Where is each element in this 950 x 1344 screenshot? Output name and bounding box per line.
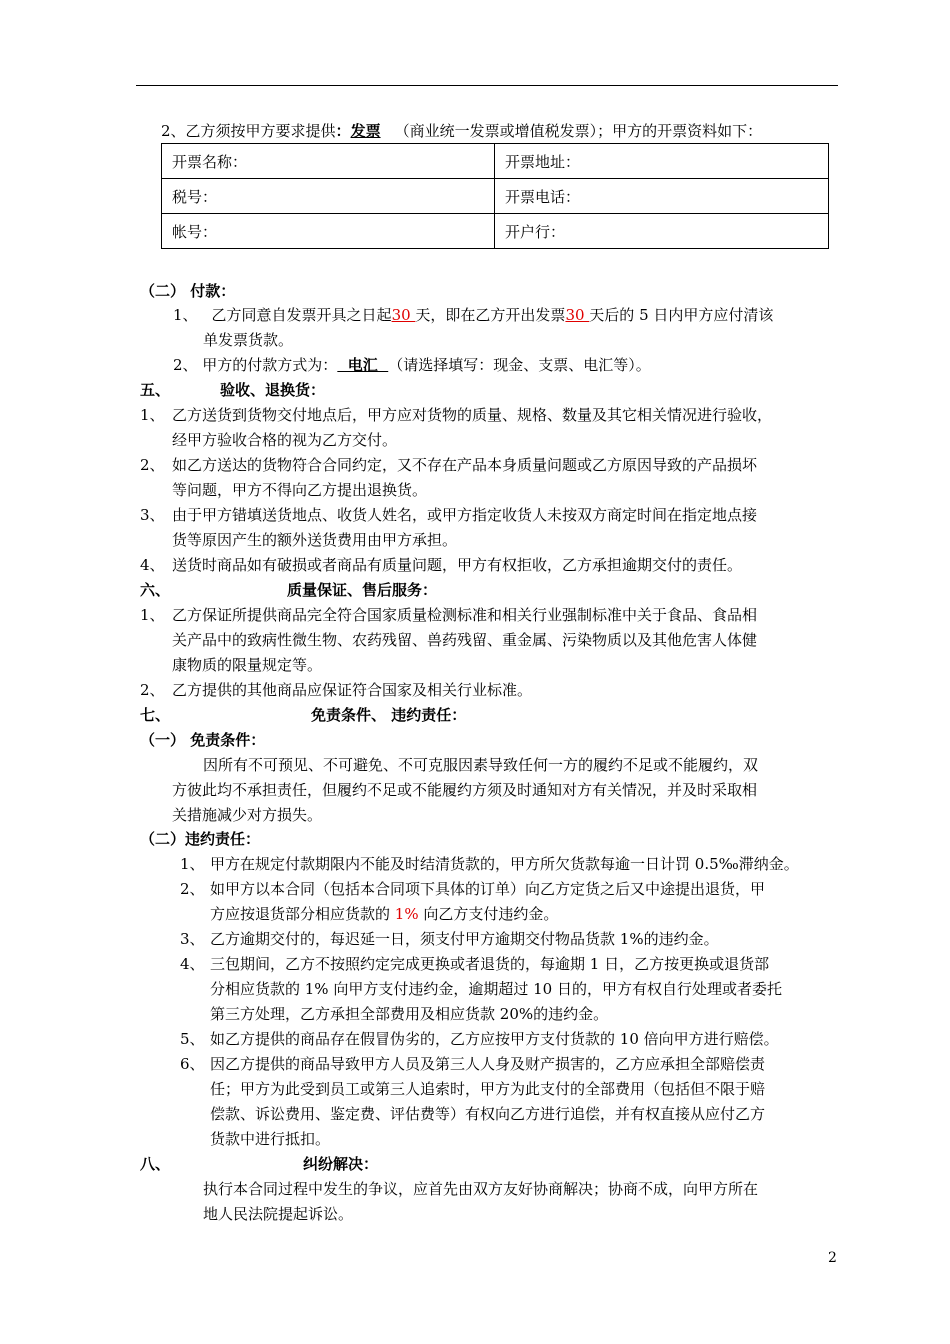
table-cell: 开户行：	[495, 214, 829, 249]
payment-method: 电汇	[337, 356, 389, 374]
item-number: 1、	[173, 306, 198, 324]
table-cell: 税号：	[162, 179, 495, 214]
payment-text: （请选择填写：现金、支票、电汇等）。	[388, 356, 651, 374]
table-row	[162, 144, 829, 179]
section-5-item-3-line-1: 由于甲方错填送货地点、收货人姓名，或甲方指定收货人未按双方商定时间在指定地点接	[172, 506, 758, 524]
liability-item-6-line-1: 因乙方提供的商品导致甲方人员及第三人人身及财产损害的，乙方应承担全部赔偿责	[210, 1055, 766, 1073]
liability-item-2-line-2	[210, 904, 558, 924]
section-7-sub-1-line-3: 关措施减少对方损失。	[172, 806, 323, 824]
section-6-title: 质量保证、售后服务：	[287, 581, 438, 599]
section-7-sub-1-line-2: 方彼此均不承担责任，但履约不足或不能履约方须及时通知对方有关情况，并及时采取相	[172, 781, 758, 799]
section-5-item-1-line-1: 乙方送货到货物交付地点后，甲方应对货物的质量、规格、数量及其它相关情况进行验收，	[172, 406, 773, 424]
payment-heading: （二） 付款：	[140, 282, 236, 300]
section-5-item-4-number: 4、	[140, 556, 165, 574]
section-8-line-2: 地人民法院提起诉讼。	[203, 1205, 354, 1223]
section-6-item-1-line-1: 乙方保证所提供商品完全符合国家质量检测标准和相关行业强制标准中关于食品、食品相	[172, 606, 758, 624]
invoice-intro	[161, 121, 762, 141]
section-5-item-2-line-2: 等问题，甲方不得向乙方提出退换货。	[172, 481, 428, 499]
section-5-item-1-line-2: 经甲方验收合格的视为乙方交付。	[172, 431, 398, 449]
payment-text: 2、 甲方的付款方式为：	[173, 356, 338, 374]
payment-days-2: 30	[565, 306, 590, 324]
section-5-item-1-number: 1、	[140, 406, 165, 424]
liability-item-4-line-2: 分相应货款的 1% 向甲方支付违约金，逾期超过 10 日的，甲方有权自行处理或者委托	[210, 980, 782, 998]
payment-item-2	[173, 355, 651, 375]
liability-item-6-line-3: 偿款、诉讼费用、鉴定费、评估费等）有权向乙方进行追偿，并有权直接从应付乙方	[210, 1105, 766, 1123]
table-row	[162, 179, 829, 214]
table-cell: 开票电话：	[495, 179, 829, 214]
payment-text: 乙方同意自发票开具之日起	[211, 306, 392, 324]
liability-text: 向乙方支付违约金。	[418, 905, 559, 923]
liability-item-4-number: 4、	[180, 955, 205, 973]
payment-days-1: 30	[391, 306, 416, 324]
section-5-item-4-line-1: 送货时商品如有破损或者商品有质量问题，甲方有权拒收，乙方承担逾期交付的责任。	[172, 556, 743, 574]
section-6-item-1-line-2: 关产品中的致病性微生物、农药残留、兽药残留、重金属、污染物质以及其他危害人体健	[172, 631, 758, 649]
table-cell: 帐号：	[162, 214, 495, 249]
payment-text: 天后的 5 日内甲方应付清该	[589, 306, 774, 324]
page-number: 2	[828, 1250, 837, 1266]
invoice-intro-suffix: （商业统一发票或增值税发票）；甲方的开票资料如下：	[394, 122, 763, 140]
invoice-intro-colon: ：	[335, 122, 351, 140]
section-7-title: 免责条件、 违约责任：	[311, 706, 467, 724]
liability-item-5-line-1: 如乙方提供的商品存在假冒伪劣的，乙方应按甲方支付货款的 10 倍向甲方进行赔偿。	[210, 1030, 779, 1048]
payment-item-1-line-2: 单发票货款。	[203, 331, 294, 349]
section-6-number: 六、	[140, 581, 171, 599]
section-7-number: 七、	[140, 706, 171, 724]
section-8-line-1: 执行本合同过程中发生的争议，应首先由双方友好协商解决；协商不成，向甲方所在	[203, 1180, 759, 1198]
section-7-sub-2-heading: （二）违约责任：	[140, 830, 261, 848]
table-row	[162, 214, 829, 249]
section-6-item-2-number: 2、	[140, 681, 165, 699]
section-6-item-1-line-3: 康物质的限量规定等。	[172, 656, 323, 674]
invoice-info-table	[161, 143, 829, 249]
liability-item-3-line-1: 乙方逾期交付的，每迟延一日，须支付甲方逾期交付物品货款 1%的违约金。	[210, 930, 719, 948]
section-5-item-3-number: 3、	[140, 506, 165, 524]
liability-item-6-line-4: 货款中进行抵扣。	[210, 1130, 331, 1148]
table-cell: 开票名称：	[162, 144, 495, 179]
section-5-item-2-number: 2、	[140, 456, 165, 474]
section-7-sub-1-heading: （一） 免责条件：	[140, 731, 266, 749]
payment-item-1	[173, 305, 773, 325]
section-7-sub-1-line-1: 因所有不可预见、不可避免、不可克服因素导致任何一方的履约不足或不能履约，双	[203, 756, 759, 774]
liability-item-2-number: 2、	[180, 880, 205, 898]
liability-item-6-line-2: 任；甲方为此受到员工或第三人追索时，甲方为此支付的全部费用（包括但不限于赔	[210, 1080, 766, 1098]
liability-item-3-number: 3、	[180, 930, 205, 948]
section-6-item-1-number: 1、	[140, 606, 165, 624]
liability-item-5-number: 5、	[180, 1030, 205, 1048]
liability-item-6-number: 6、	[180, 1055, 205, 1073]
section-5-number: 五、	[140, 381, 171, 399]
section-5-item-3-line-2: 货等原因产生的额外送货费用由甲方承担。	[172, 531, 458, 549]
section-8-title: 纠纷解决：	[303, 1155, 379, 1173]
section-6-item-2-line-1: 乙方提供的其他商品应保证符合国家及相关行业标准。	[172, 681, 533, 699]
payment-text: 天，即在乙方开出发票	[415, 306, 566, 324]
liability-item-1-line-1: 甲方在规定付款期限内不能及时结清货款的，甲方所欠货款每逾一日计罚 0.5‰滞纳金。	[210, 855, 799, 873]
invoice-type: 发票	[350, 122, 381, 140]
penalty-rate: 1%	[394, 905, 419, 923]
section-8-number: 八、	[140, 1155, 171, 1173]
liability-item-2-line-1: 如甲方以本合同（包括本合同项下具体的订单）向乙方定货之后又中途提出退货，甲	[210, 880, 766, 898]
table-cell: 开票地址：	[495, 144, 829, 179]
section-5-item-2-line-1: 如乙方送达的货物符合合同约定，又不存在产品本身质量问题或乙方原因导致的产品损坏	[172, 456, 758, 474]
header-rule	[136, 85, 838, 86]
liability-item-4-line-3: 第三方处理，乙方承担全部费用及相应货款 20%的违约金。	[210, 1005, 609, 1023]
liability-item-1-number: 1、	[180, 855, 205, 873]
section-5-title: 验收、退换货：	[220, 381, 326, 399]
liability-text: 方应按退货部分相应货款的	[210, 905, 395, 923]
invoice-intro-prefix: 2、乙方须按甲方要求提供	[161, 122, 336, 140]
liability-item-4-line-1: 三包期间，乙方不按照约定完成更换或者退货的，每逾期 1 日，乙方按更换或退货部	[210, 955, 770, 973]
